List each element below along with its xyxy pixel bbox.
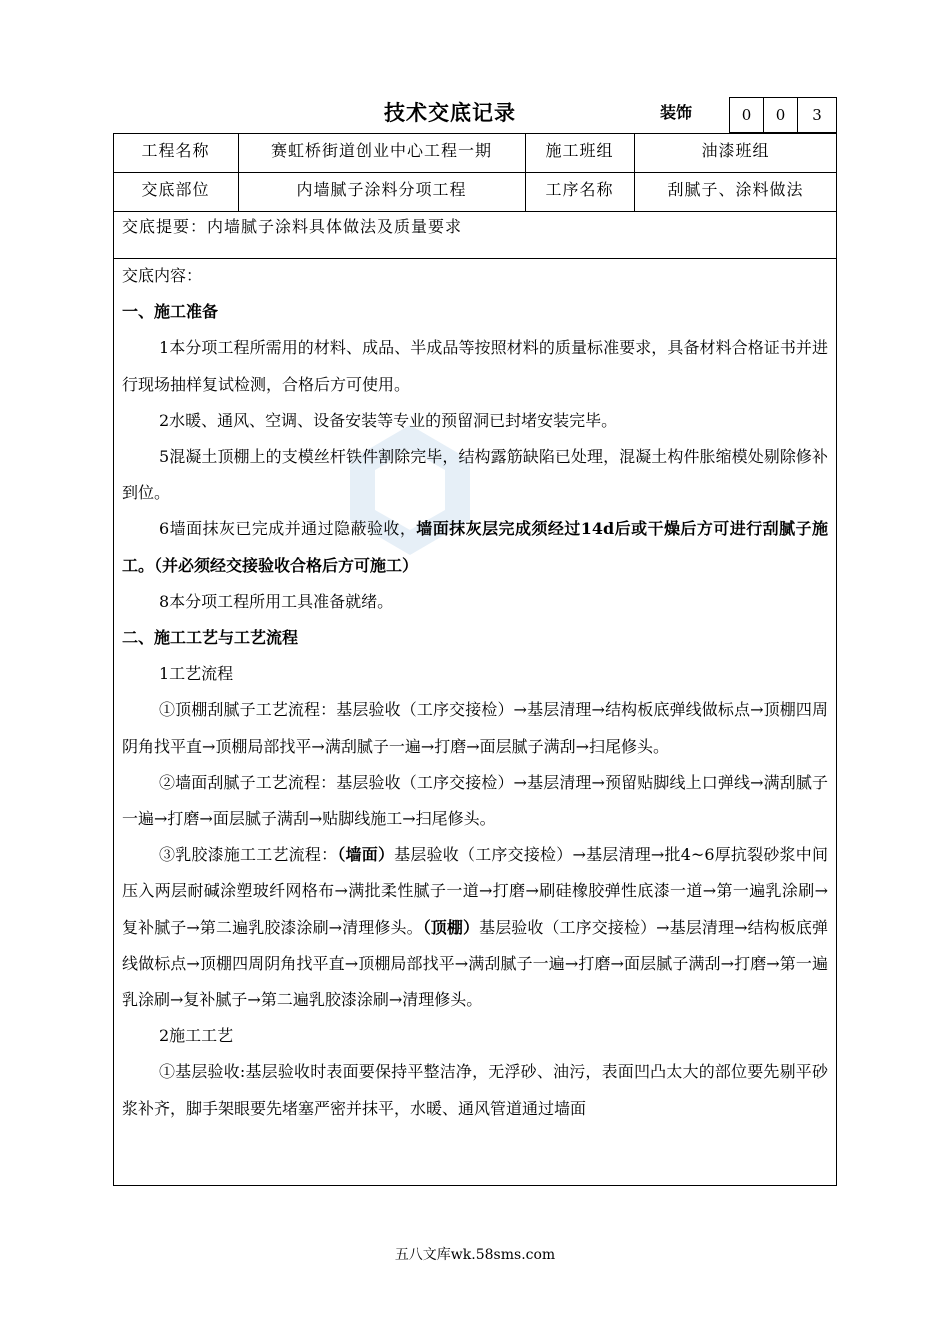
code-digit-3: 3 bbox=[797, 97, 837, 133]
prep-6-text: 6墙面抹灰已完成并通过隐蔽验收， bbox=[159, 519, 417, 539]
paragraph-prep-6 bbox=[122, 511, 828, 583]
part-label: 交底部位 bbox=[141, 180, 210, 199]
content-body bbox=[122, 258, 828, 1127]
footer-source: 五八文库wk.58sms.com bbox=[394, 1247, 556, 1263]
paragraph-prep-8: 8本分项工程所用工具准备就绪。 bbox=[159, 591, 394, 611]
category-label: 装饰 bbox=[660, 103, 693, 122]
flow-latex-intro: ③乳胶漆施工工艺流程： bbox=[159, 845, 338, 865]
project-name-label: 工程名称 bbox=[141, 141, 210, 160]
team-label: 施工班组 bbox=[545, 141, 614, 160]
row-divider bbox=[113, 211, 837, 212]
flow-latex-ceiling-text: 基层验收（工序交接检）→基层清理→结构板底弹线做标点→顶棚四周阴角找平直→顶棚局部找平→满刮腻子一遍→打磨→面层腻子满刮→打磨→第一遍乳涂刷→复补腻子→第二遍乳胶漆涂刷→清理修头。 bbox=[122, 917, 828, 1010]
subheading-process: 2施工工艺 bbox=[159, 1026, 234, 1046]
section-1-title: 一、施工准备 bbox=[122, 302, 219, 322]
flow-latex-wall-tag: （墙面） bbox=[337, 845, 395, 865]
flow-latex-wall-text: 基层验收（工序交接检）→基层清理→批4~6厚抗裂砂浆中间压入两层耐碱涂塑玻纤网格布→满批柔性腻子一道→打磨→刷硅橡胶弹性底漆一道→第一遍乳涂刷→复补腻子→第二遍乳胶漆涂刷→清理修头。 bbox=[122, 845, 828, 937]
subheading-flow: 1工艺流程 bbox=[159, 664, 234, 684]
section-2-title: 二、施工工艺与工艺流程 bbox=[122, 628, 299, 648]
paragraph-prep-2: 2水暖、通风、空调、设备安装等专业的预留洞已封堵安装完毕。 bbox=[159, 410, 618, 430]
flow-latex-paint bbox=[122, 837, 828, 1018]
prep-6-bold-text: 墙面抹灰层完成须经过14d后或干燥后方可进行刮腻子施工。（并必须经交接验收合格后方可施工） bbox=[122, 519, 828, 575]
team-value: 油漆班组 bbox=[701, 141, 770, 160]
process-base-inspection: ①基层验收:基层验收时表面要保持平整洁净，无浮砂、油污，表面凹凸太大的部位要先剔平砂浆补齐，脚手架眼要先堵塞严密并抹平，水暖、通风管道通过墙面 bbox=[122, 1062, 828, 1118]
part-value: 内墙腻子涂料分项工程 bbox=[296, 180, 467, 199]
flow-latex-ceiling-tag: （顶棚） bbox=[422, 917, 480, 937]
project-name-value: 赛虹桥街道创业中心工程一期 bbox=[270, 141, 492, 160]
document-title: 技术交底记录 bbox=[384, 100, 516, 125]
code-digit-1: 0 bbox=[729, 97, 763, 133]
code-digit-2: 0 bbox=[763, 97, 797, 133]
flow-ceiling: ①顶棚刮腻子工艺流程：基层验收（工序交接检）→基层清理→结构板底弹线做标点→顶棚四周阴角找平直→顶棚局部找平→满刮腻子一遍→打磨→面层腻子满刮→扫尾修头。 bbox=[122, 700, 828, 756]
process-value: 刮腻子、涂料做法 bbox=[667, 180, 804, 199]
paragraph-prep-5: 5混凝土顶棚上的支模丝杆铁件割除完毕，结构露筋缺陷已处理，混凝土构件胀缩模处剔除修补到位。 bbox=[122, 447, 828, 503]
flow-wall: ②墙面刮腻子工艺流程：基层验收（工序交接检）→基层清理→预留贴脚线上口弹线→满刮腻子一遍→打磨→面层腻子满刮→贴脚线施工→扫尾修头。 bbox=[122, 772, 828, 829]
content-label: 交底内容： bbox=[122, 266, 203, 285]
process-label: 工序名称 bbox=[545, 180, 614, 199]
paragraph-prep-1: 1本分项工程所需用的材料、成品、半成品等按照材料的质量标准要求，具备材料合格证书并进行现场抽样复试检测，合格后方可使用。 bbox=[122, 338, 828, 394]
summary-text: 交底提要：内墙腻子涂料具体做法及质量要求 bbox=[122, 217, 463, 236]
